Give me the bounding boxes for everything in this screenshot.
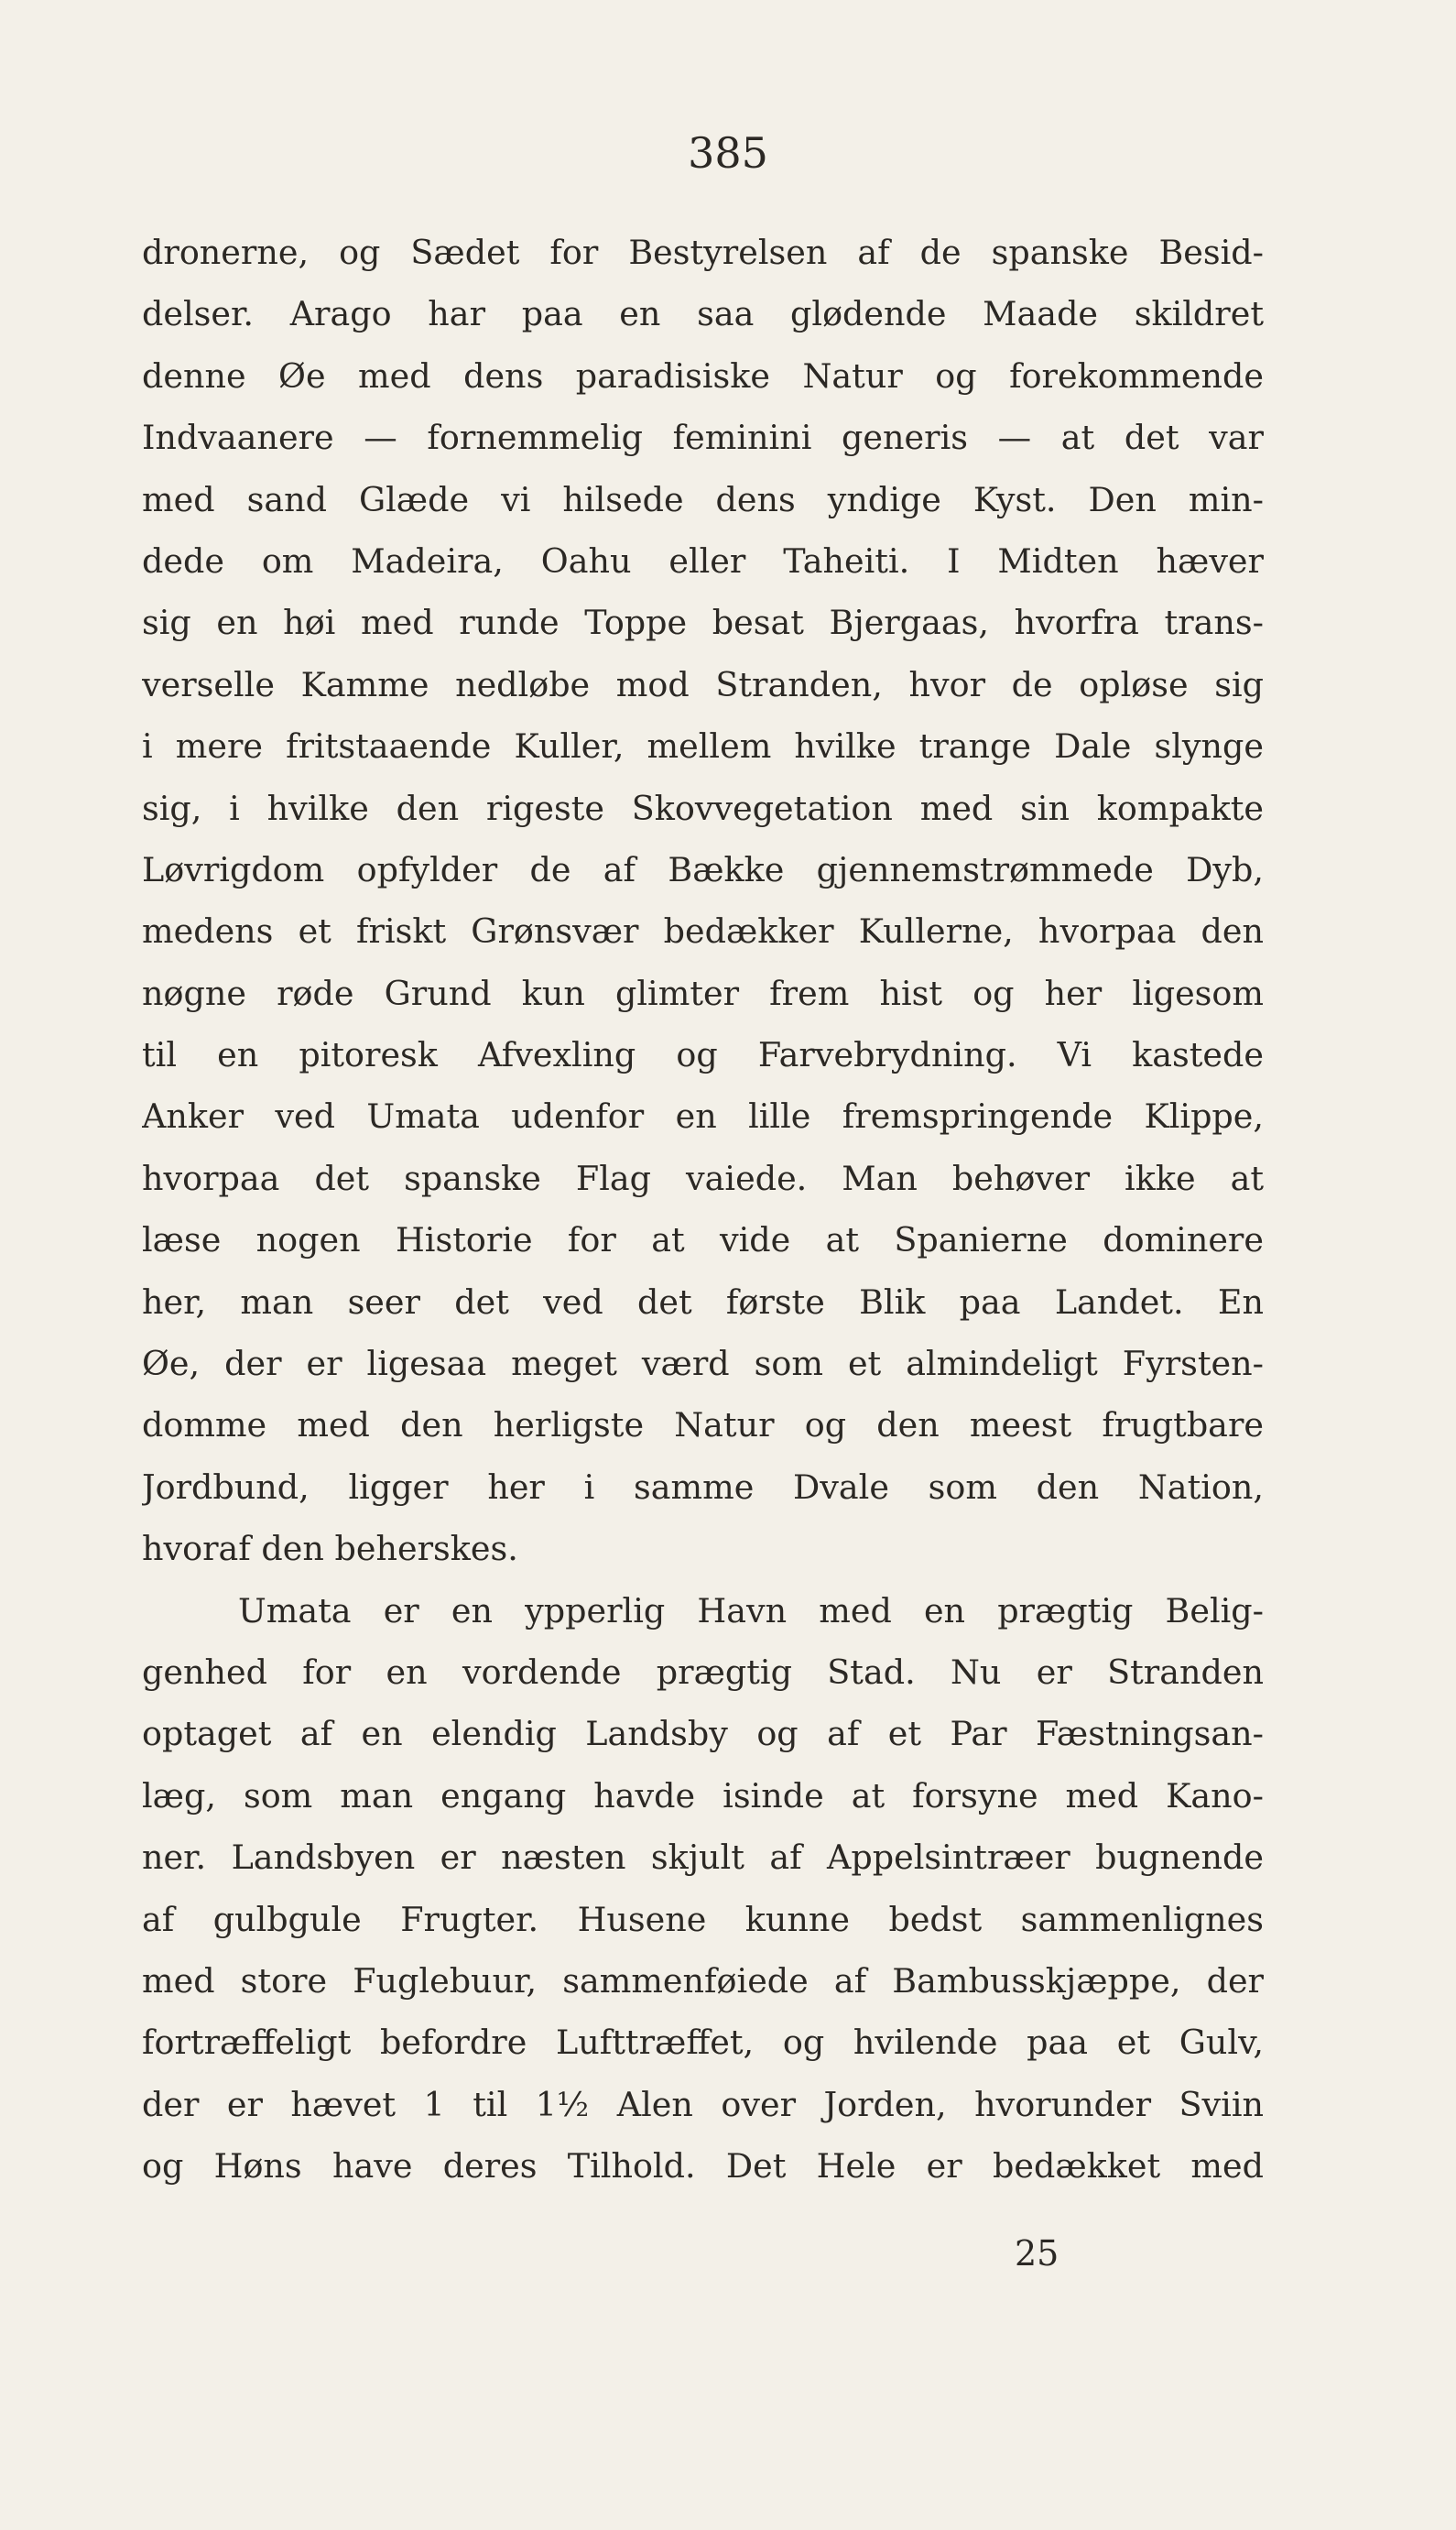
text-line: Umata er en ypperlig Havn med en prægtig Belig- xyxy=(238,1590,1264,1630)
text-line: med sand Glæde vi hilsede dens yndige Kyst. Den min- xyxy=(142,479,1264,519)
page-number: 385 xyxy=(688,128,768,178)
text-line: genhed for en vordende prægtig Stad. Nu er Stranden xyxy=(142,1652,1264,1692)
text-line: delser. Arago har paa en saa glødende Maade skildret xyxy=(142,294,1264,334)
text-line: optaget af en elendig Landsby og af et Par Fæstningsan- xyxy=(142,1714,1264,1754)
text-line: der er hævet 1 til 1½ Alen over Jorden, hvorunder Sviin xyxy=(142,2084,1264,2124)
text-line: fortræffeligt befordre Lufttræffet, og hvilende paa et Gulv, xyxy=(142,2023,1264,2063)
text-line: hvoraf den beherskes. xyxy=(142,1529,518,1569)
text-line: Løvrigdom opfylder de af Bække gjennemstrømmede Dyb, xyxy=(142,849,1264,889)
text-line: i mere fritstaaende Kuller, mellem hvilke trange Dale slynge xyxy=(142,726,1264,767)
text-line: læg, som man engang havde isinde at forsyne med Kano- xyxy=(142,1775,1264,1816)
text-line: her, man seer det ved det første Blik paa Landet. En xyxy=(142,1281,1264,1322)
text-line: sig en høi med runde Toppe besat Bjergaas, hvorfra trans- xyxy=(142,603,1264,643)
text-line: dronerne, og Sædet for Bestyrelsen af de spanske Besid- xyxy=(142,233,1264,272)
text-line: domme med den herligste Natur og den meest frugtbare xyxy=(142,1405,1264,1445)
text-line: Anker ved Umata udenfor en lille fremspringende Klippe, xyxy=(142,1096,1264,1137)
body-text xyxy=(142,222,1264,2197)
text-line: Indvaanere — fornemmelig feminini generis — at det var xyxy=(142,418,1264,458)
text-line: sig, i hvilke den rigeste Skovvegetation med sin kompakte xyxy=(142,788,1264,828)
text-line: medens et friskt Grønsvær bedækker Kullerne, hvorpaa den xyxy=(142,911,1264,952)
text-line: til en pitoresk Afvexling og Farvebrydning. Vi kastede xyxy=(142,1035,1264,1075)
text-line: dede om Madeira, Oahu eller Taheiti. I Midten hæver xyxy=(142,540,1264,581)
text-line: Jordbund, ligger her i samme Dvale som den Nation, xyxy=(142,1467,1264,1507)
text-line: Øe, der er ligesaa meget værd som et almindeligt Fyrsten- xyxy=(142,1344,1264,1384)
text-line: denne Øe med dens paradisiske Natur og forekommende xyxy=(142,355,1264,396)
text-line: hvorpaa det spanske Flag vaiede. Man behøver ikke at xyxy=(142,1158,1264,1198)
text-line: af gulbgule Frugter. Husene kunne bedst sammenlignes xyxy=(142,1899,1264,1939)
signature-mark: 25 xyxy=(1015,2233,1059,2274)
text-line: læse nogen Historie for at vide at Spanierne dominere xyxy=(142,1220,1264,1260)
text-line: verselle Kamme nedløbe mod Stranden, hvor de opløse sig xyxy=(142,664,1264,704)
text-line: med store Fuglebuur, sammenføiede af Bambusskjæppe, der xyxy=(142,1960,1264,2001)
text-line: ner. Landsbyen er næsten skjult af Appelsintræer bugnende xyxy=(142,1838,1264,1878)
text-line: nøgne røde Grund kun glimter frem hist og her ligesom xyxy=(142,973,1264,1013)
text-line: og Høns have deres Tilhold. Det Hele er bedækket med xyxy=(142,2146,1264,2186)
